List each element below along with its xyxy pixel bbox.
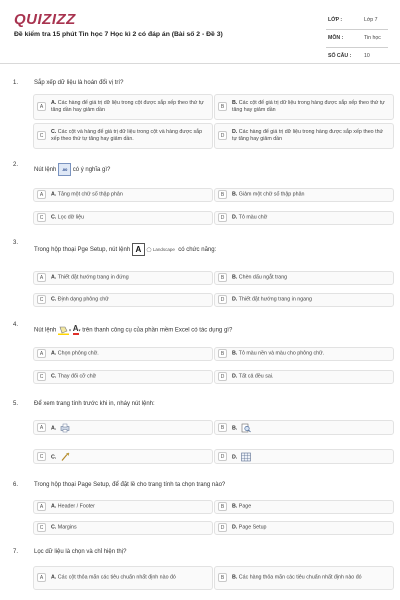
option-letter: B: [218, 102, 227, 111]
question-text: Để xem trang tính trước khi in, nháy nút lệnh:: [34, 401, 155, 407]
question-text: Nút lệnh ▾ A▾ trên thanh công cụ của phần mềm Excel có tác dụng gì?: [34, 324, 233, 334]
option-letter: D: [218, 295, 227, 304]
option-5c[interactable]: C C.: [33, 449, 213, 464]
option-letter: A: [37, 102, 46, 111]
option-7a[interactable]: A A. Các cột thỏa mãn các tiêu chuẩn nhất định nào đó: [33, 566, 213, 590]
dropdown-caret-icon: ▾: [69, 327, 72, 333]
option-letter: A: [37, 273, 46, 282]
option-7b[interactable]: B B. Các hàng thỏa mãn các tiêu chuẩn nhất định nào đó: [214, 566, 394, 590]
option-letter: A: [37, 573, 46, 582]
option-letter: D: [218, 213, 227, 222]
option-letter: B: [218, 502, 227, 511]
option-1d[interactable]: D D. Các hàng để giá trị dữ liệu trong hàng được sắp xếp theo thứ tự tăng hay giảm dần: [214, 123, 394, 149]
option-letter: A: [37, 190, 46, 199]
fill-color-icon: [58, 326, 72, 335]
option-letter: C: [37, 452, 46, 461]
option-letter: C: [37, 295, 46, 304]
option-6a[interactable]: A A. Header / Footer: [33, 500, 213, 514]
question-number: 2.: [13, 162, 19, 168]
option-1b[interactable]: B B. Các cột để giá trị dữ liệu trong hàng được sắp xếp theo thứ tự tăng hay giảm dần: [214, 94, 394, 120]
option-3d[interactable]: D D. Thiết đặt hướng trang in ngang: [214, 293, 394, 307]
option-5a[interactable]: A A.: [33, 420, 213, 435]
brush-icon: [60, 452, 70, 461]
option-letter: B: [218, 573, 227, 582]
landscape-radio-icon: ◯ Landscape: [146, 247, 175, 253]
option-letter: B: [218, 349, 227, 358]
option-letter: D: [218, 372, 227, 381]
option-5d[interactable]: D D.: [214, 449, 394, 464]
option-2a[interactable]: A A. Tăng một chữ số thập phân: [33, 188, 213, 202]
question-number: 3.: [13, 240, 19, 246]
option-2d[interactable]: D D. Tô màu chữ: [214, 211, 394, 225]
print-preview-icon: [241, 423, 251, 432]
decrease-decimal-icon: .00: [58, 163, 71, 176]
option-6b[interactable]: B B. Page: [214, 500, 394, 514]
meta-class: LỚP : Lớp 7: [326, 12, 388, 30]
worksheet-title: Đề kiểm tra 15 phút Tin học 7 Học kì 2 có đáp án (Bài số 2 - Đề 3): [14, 31, 223, 38]
grid-icon: [241, 452, 251, 461]
option-4b[interactable]: B B. Tô màu nền và màu cho phông chữ.: [214, 347, 394, 361]
meta-box: [326, 12, 388, 65]
option-1a[interactable]: A A. Các hàng để giá trị dữ liệu trong cột được sắp xếp theo thứ tự tăng dần hay giảm dần: [33, 94, 213, 120]
option-1c[interactable]: C C. Các cột và hàng để giá trị dữ liệu trong cột và hàng được sắp xếp theo thứ tự tăng hay giảm dần.: [33, 123, 213, 149]
question-number: 1.: [13, 80, 19, 86]
meta-question-count: SỐ CÂU : 10: [328, 53, 370, 59]
printer-icon: [60, 423, 70, 432]
option-letter: A: [37, 349, 46, 358]
question-text: Nút lệnh .00 có ý nghĩa gì?: [34, 163, 110, 176]
option-2c[interactable]: C C. Lọc dữ liệu: [33, 211, 213, 225]
option-letter: A: [37, 502, 46, 511]
question-number: 5.: [13, 401, 19, 407]
orientation-a-icon: A: [132, 243, 145, 256]
option-letter: C: [37, 372, 46, 381]
header-divider: [0, 63, 400, 64]
option-6d[interactable]: D D. Page Setup: [214, 521, 394, 535]
question-text: Trong hộp thoại Pge Setup, nút lệnh A ◯ Landscape có chức năng:: [34, 245, 217, 254]
option-4c[interactable]: C C. Thay đổi cỡ chữ: [33, 370, 213, 384]
question-number: 6.: [13, 482, 19, 488]
font-color-icon: A: [72, 324, 79, 333]
option-letter: A: [37, 423, 46, 432]
quizizz-logo: QUIZIZZ: [14, 11, 76, 28]
question-text: Trong hộp thoại Page Setup, để đặt lề cho trang tính ta chọn trang nào?: [34, 482, 226, 488]
option-3c[interactable]: C C. Định dạng phông chữ: [33, 293, 213, 307]
question-text: Lọc dữ liệu là chọn và chỉ hiện thị?: [34, 549, 127, 555]
option-letter: B: [218, 273, 227, 282]
option-letter: B: [218, 423, 227, 432]
option-letter: C: [37, 213, 46, 222]
option-letter: D: [218, 523, 227, 532]
option-3b[interactable]: B B. Chèn dấu ngắt trang: [214, 271, 394, 285]
dropdown-caret-icon: ▾: [78, 327, 81, 333]
question-text: Sắp xếp dữ liệu là hoán đổi vị trí?: [34, 80, 124, 86]
option-4d[interactable]: D D. Tất cả đều sai.: [214, 370, 394, 384]
option-5b[interactable]: B B.: [214, 420, 394, 435]
option-3a[interactable]: A A. Thiết đặt hướng trang in đứng: [33, 271, 213, 285]
option-letter: C: [37, 131, 46, 140]
option-letter: D: [218, 131, 227, 140]
option-letter: C: [37, 523, 46, 532]
option-letter: D: [218, 452, 227, 461]
option-letter: B: [218, 190, 227, 199]
option-2b[interactable]: B B. Giảm một chữ số thập phân: [214, 188, 394, 202]
question-number: 4.: [13, 322, 19, 328]
meta-subject: MÔN : Tin học: [326, 30, 388, 48]
question-number: 7.: [13, 549, 19, 555]
option-4a[interactable]: A A. Chọn phông chữ.: [33, 347, 213, 361]
option-6c[interactable]: C C. Margins: [33, 521, 213, 535]
